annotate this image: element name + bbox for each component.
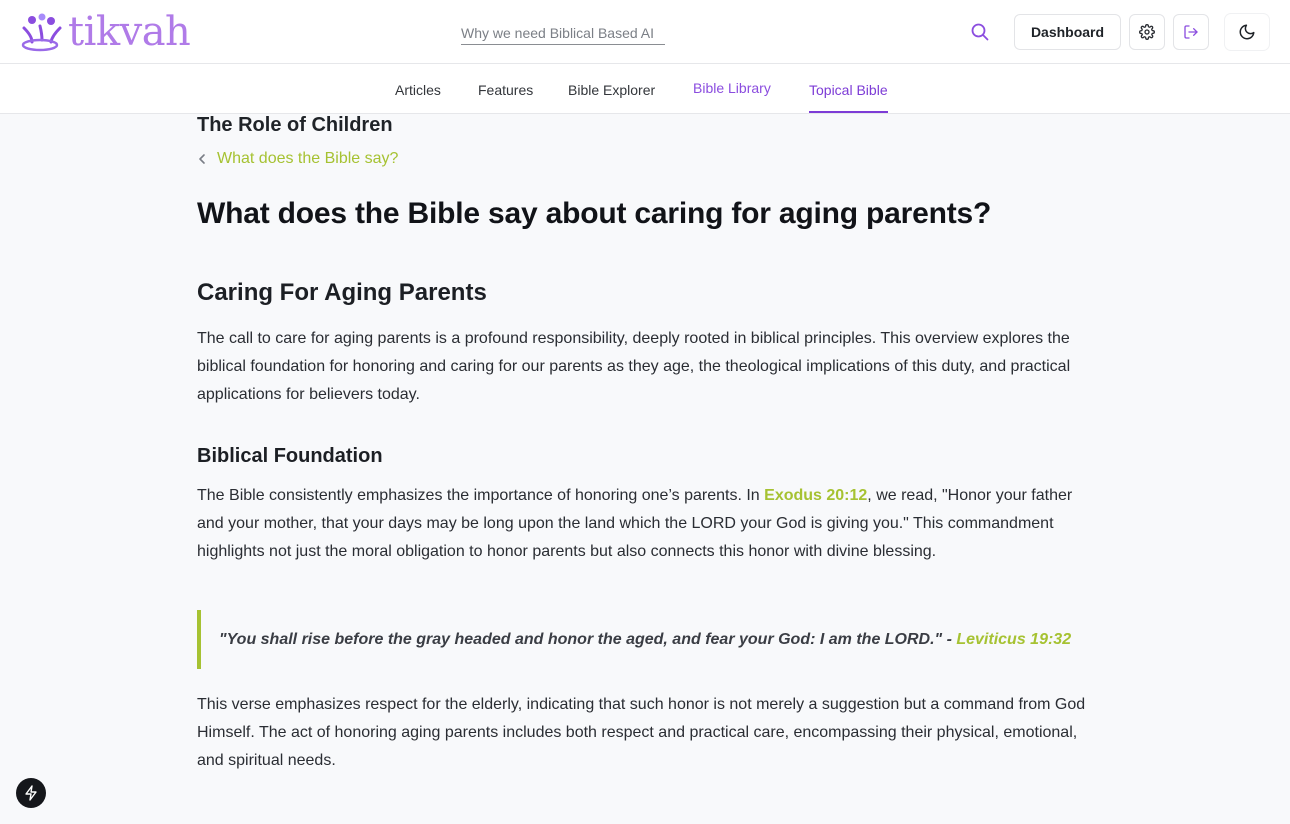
nav-bible-explorer[interactable]: Bible Explorer: [568, 82, 656, 98]
chevron-left-icon: [197, 153, 207, 165]
section-heading-foundation: Biblical Foundation: [197, 445, 383, 467]
logout-button[interactable]: [1173, 14, 1209, 50]
gear-icon: [1139, 24, 1155, 40]
article-content: [197, 114, 1097, 769]
nav-features[interactable]: Features: [478, 82, 534, 98]
back-link[interactable]: [197, 149, 398, 169]
paragraph-foundation: [197, 482, 1097, 566]
bolt-icon: [24, 785, 38, 801]
search-icon: [971, 23, 989, 41]
back-link-label: What does the Bible say?: [217, 150, 399, 167]
paragraph-respect: This verse emphasizes respect for the elderly, indicating that such honor is not merely a suggestion but a command from God Himself. The act of honoring aging parents includes both respect and practical care, encompassing their physical, emotional, and spiritual needs.: [197, 696, 1086, 769]
page-title: What does the Bible say about caring for aging parents?: [197, 197, 992, 230]
section-heading-caring: Caring For Aging Parents: [197, 279, 487, 306]
quick-action-button[interactable]: [16, 778, 46, 808]
header: [0, 0, 1290, 64]
nav-topical-bible[interactable]: Topical Bible: [809, 64, 888, 114]
section-heading-children: The Role of Children: [197, 114, 393, 136]
settings-button[interactable]: [1129, 14, 1165, 50]
moon-icon: [1238, 23, 1256, 41]
paragraph-intro: The call to care for aging parents is a profound responsibility, deeply rooted in biblical principles. This overview explores the biblical foundation for honoring and caring for our parents as they age, the theological implications of this duty, and practical applications for believers today.: [197, 330, 1071, 403]
foundation-text-after: , we read, "Honor your father and your mother, that your days may be long upon the land which the LORD your God is giving you." This commandment highlights not just the moral obligation to honor parents but also connects this honor with divine blessing.: [197, 487, 1073, 560]
theme-toggle-button[interactable]: [1225, 14, 1269, 50]
brand-logo[interactable]: [20, 8, 190, 56]
verse-link-leviticus[interactable]: Leviticus 19:32: [956, 631, 1072, 648]
logout-icon: [1183, 24, 1199, 40]
brand-name: tikvah: [68, 9, 191, 55]
verse-link-exodus[interactable]: Exodus 20:12: [764, 487, 868, 504]
search-button[interactable]: [968, 20, 992, 44]
logo-people-icon: [20, 12, 66, 52]
nav-articles[interactable]: Articles: [395, 82, 441, 98]
dashboard-button[interactable]: Dashboard: [1014, 14, 1121, 50]
search-input[interactable]: [461, 22, 665, 45]
nav-bible-library[interactable]: Bible Library: [693, 80, 771, 96]
foundation-text-before: The Bible consistently emphasizes the importance of honoring one’s parents. In: [197, 487, 765, 504]
main-nav: [0, 64, 1290, 114]
scripture-quote: [197, 610, 1097, 669]
quote-text: "You shall rise before the gray headed and honor the aged, and fear your God: I am the LORD." -: [219, 631, 957, 648]
